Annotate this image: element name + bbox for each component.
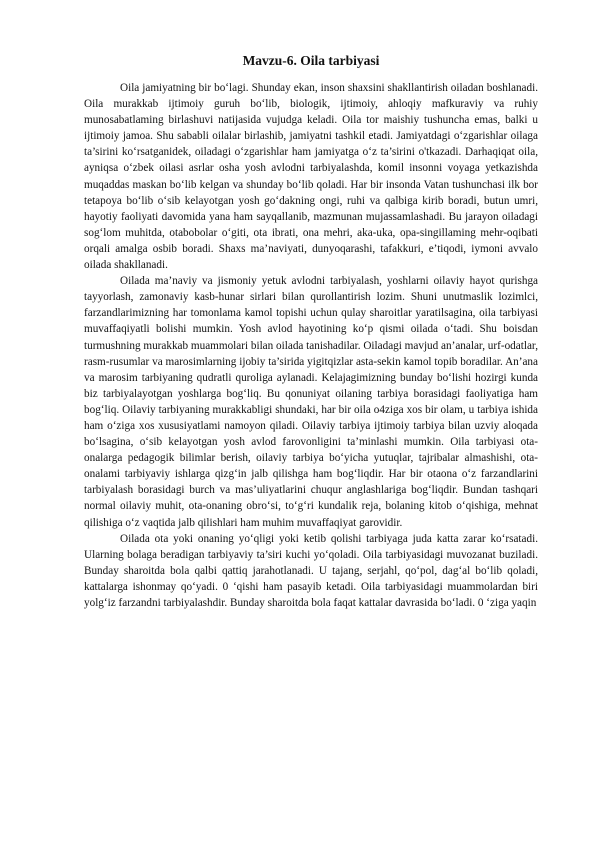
- body-paragraph-2: Oilada ma’naviy va jismoniy yetuk avlodni tarbiyalash, yoshlarni oilaviy hayot qurishga tayyorlash, zamonaviy kasb-hunar sirlari bilan qurollantirish lozim. Shuni unutmaslik lozimlci, farzandlarimizning har tomonlama kamol topishi uchun qulay sharoitlar yaratilsagina, oila tarbiyasi muvaffaqiyatli bolishi mumkin. Yosh avlod hayotining ko‘p qismi oilada o‘tadi. Shu boisdan turmushning murakkab muammolari bilan oilada tanishadilar. Oiladagi mavjud an’analar, urf-odatlar, rasm-rusumlar va marosimlarning ijobiy ta’sirida yigitqizlar asta-sekin kamol topib boradilar. An’ana va marosim tarbiyaning qudratli quroliga aylanadi. Kelajagimizning bunday bo‘lishi hozirgi kunda biz tarbiyalayotgan yoshlarga bog‘liq. Bu qonuniyat oilaning tarbiya borasidagi faoliyatiga ham bog‘liq. Oilaviy tarbiyaning murakkabligi shundaki, har bir oila o4ziga xos bir olam, u tarbiya ishida ham o‘ziga xos xususiyatlami namoyon qiladi. Oilaviy tarbiya ijtimoiy tarbiya bilan uzviy aloqada bo‘lsagina, o‘sib kelayotgan yosh avlod farovonligini ta’minlashi mumkin. Oila tarbiyasi ota-onalarga pedagogik bilimlar berish, oilaviy tarbiya bo‘yicha yutuqlar, tajribalar almashishi, ota-onalami tarbiyaviy ishlarga qizg‘in jalb qilishga ham bog‘liqdir. Har bir otaona o‘z farzandlarini tarbiyalash borasidagi burch va mas’uliyatlarini chuqur anglashlariga bog‘liqdir. Bundan tashqari normal oilaviy muhit, ota-onaning obro‘si, to‘g‘ri kundalik reja, bolaning kitob o‘qishiga, mehnat qilishiga o‘z vaqtida jalb qilishlari ham muhim muvaffaqiyat garovidir.: [84, 275, 538, 529]
- body-paragraph-1: Oila jamiyatning bir bo‘lagi. Shunday ekan, inson shaxsini shakllantirish oiladan boshlanadi. Oila murakkab ijtimoiy guruh bo‘lib, biologik, ijtimoiy, ahloqiy mafkuraviy va ruhiy munosabatlaming birlashuvi natijasida vujudga keladi. Oila tor maishiy tushuncha emas, balki u ijtimoiy jamoa. Shu sababli oilalar birlashib, jamiyatni tashkil etadi. Jamiyatdagi o‘zgarishlar oilaga ta’sirini ko‘rsatganidek, oiladagi o‘zgarishlar ham jamiyatga o‘z ta’sirini o'tkazadi. Darhaqiqat oila, ayniqsa o‘zbek oilasi asrlar osha yosh avlodni tarbiyalashda, komil insonni voyaga yetkazishda muqaddas maskan bo‘lib kelgan va shunday bo‘lib qoladi. Har bir insonda Vatan tushunchasi ilk bor tetapoya bo‘lib o‘sib kelayotgan yosh go‘dakning ongi, ruhi va qalbiga kirib boradi, butun umri, hayotiy faoliyati davomida yana ham sayqallanib, mazmunan mujassamlashadi. Bu jarayon oiladagi sog‘lom muhitda, otabobolar o‘giti, ota ibrati, ona mehri, aka-uka, opa-singillaming mehr-oqibati orqali amalga osbib boradi. Shaxs ma’naviyati, dunyoqarashi, tafakkuri, e’tiqodi, iymoni avvalo oilada shakllanadi.: [84, 82, 538, 272]
- body-paragraph-3: Oilada ota yoki onaning yo‘qligi yoki ketib qolishi tarbiyaga juda katta zarar ko‘rsatadi. Ularning bolaga beradigan tarbiyaviy ta’siri kuchi yo‘qoladi. Oila tarbiyasidagi muvozanat buziladi. Bunday sharoitda bola qalbi qattiq jarahotlanadi. U tajang, serjahl, qo‘pol, dag‘al bo‘lib qoladi, kattalarga ishonmay qo‘yadi. 0 ‘qishi ham pasayib ketadi. Oila tarbiyasidagi muammolardan biri yolg‘iz farzandni tarbiyalashdir. Bunday sharoitda bola faqat kattalar davrasida bo‘ladi. 0 ‘ziga yaqin: [84, 532, 538, 609]
- document-title: Mavzu-6. Oila tarbiyasi: [242, 53, 380, 68]
